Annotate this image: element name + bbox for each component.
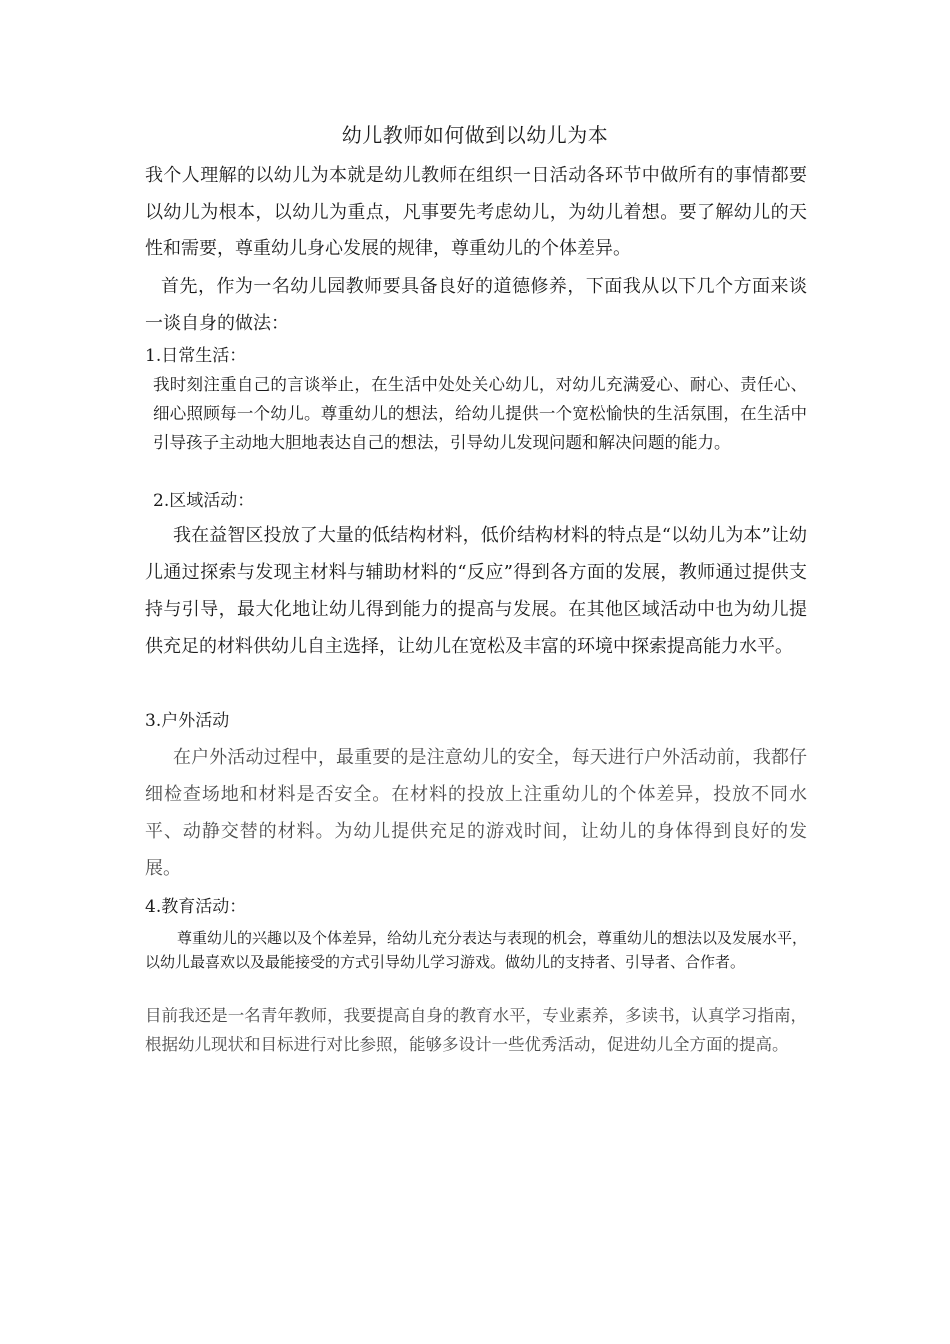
section-text-daily-life: 我时刻注重自己的言谈举止，在生活中处处关心幼儿，对幼儿充满爱心、耐心、责任心、细心照顾每一个幼儿。尊重幼儿的想法，给幼儿提供一个宽松愉快的生活氛围，在生活中引导孩子主动地大胆地表达自己的想法，引导幼儿发现问题和解决问题的能力。 [153, 375, 807, 452]
section-heading-outdoor-activity: 3.户外活动 [145, 711, 230, 731]
first-paragraph: 首先，作为一名幼儿园教师要具备良好的道德修养，下面我从以下几个方面来谈一谈自身的做法： [145, 276, 807, 334]
section-heading-daily-life: 1.日常生活： [145, 346, 247, 366]
intro-paragraph: 我个人理解的以幼儿为本就是幼儿教师在组织一日活动各环节中做所有的事情都要以幼儿为根本，以幼儿为重点，凡事要先考虑幼儿，为幼儿着想。要了解幼儿的天性和需要，尊重幼儿身心发展的规律，尊重幼儿的个体差异。 [145, 165, 807, 259]
section-text-education-activity: 尊重幼儿的兴趣以及个体差异，给幼儿充分表达与表现的机会，尊重幼儿的想法以及发展水平，以幼儿最喜欢以及最能接受的方式引导幼儿学习游戏。做幼儿的支持者、引导者、合作者。 [145, 929, 808, 971]
section-text-outdoor-activity: 在户外活动过程中，最重要的是注意幼儿的安全，每天进行户外活动前，我都仔细检查场地和材料是否安全。在材料的投放上注重幼儿的个体差异，投放不同水平、动静交替的材料。为幼儿提供充足的游戏时间，让幼儿的身体得到良好的发展。 [145, 747, 807, 879]
document-title: 幼儿教师如何做到以幼儿为本 [341, 123, 609, 147]
conclusion-paragraph: 目前我还是一名青年教师，我要提高自身的教育水平，专业素养，多读书，认真学习指南，根据幼儿现状和目标进行对比参照，能够多设计一些优秀活动，促进幼儿全方面的提高。 [145, 1006, 807, 1054]
section-heading-education-activity: 4.教育活动： [145, 897, 247, 917]
section-heading-area-activity: 2.区域活动： [153, 491, 255, 511]
section-text-area-activity: 我在益智区投放了大量的低结构材料，低价结构材料的特点是“以幼儿为本”让幼儿通过探索与发现主材料与辅助材料的“反应”得到各方面的发展，教师通过提供支持与引导，最大化地让幼儿得到能力的提高与发展。在其他区域活动中也为幼儿提供充足的材料供幼儿自主选择，让幼儿在宽松及丰富的环境中探索提高能力水平。 [145, 525, 807, 657]
